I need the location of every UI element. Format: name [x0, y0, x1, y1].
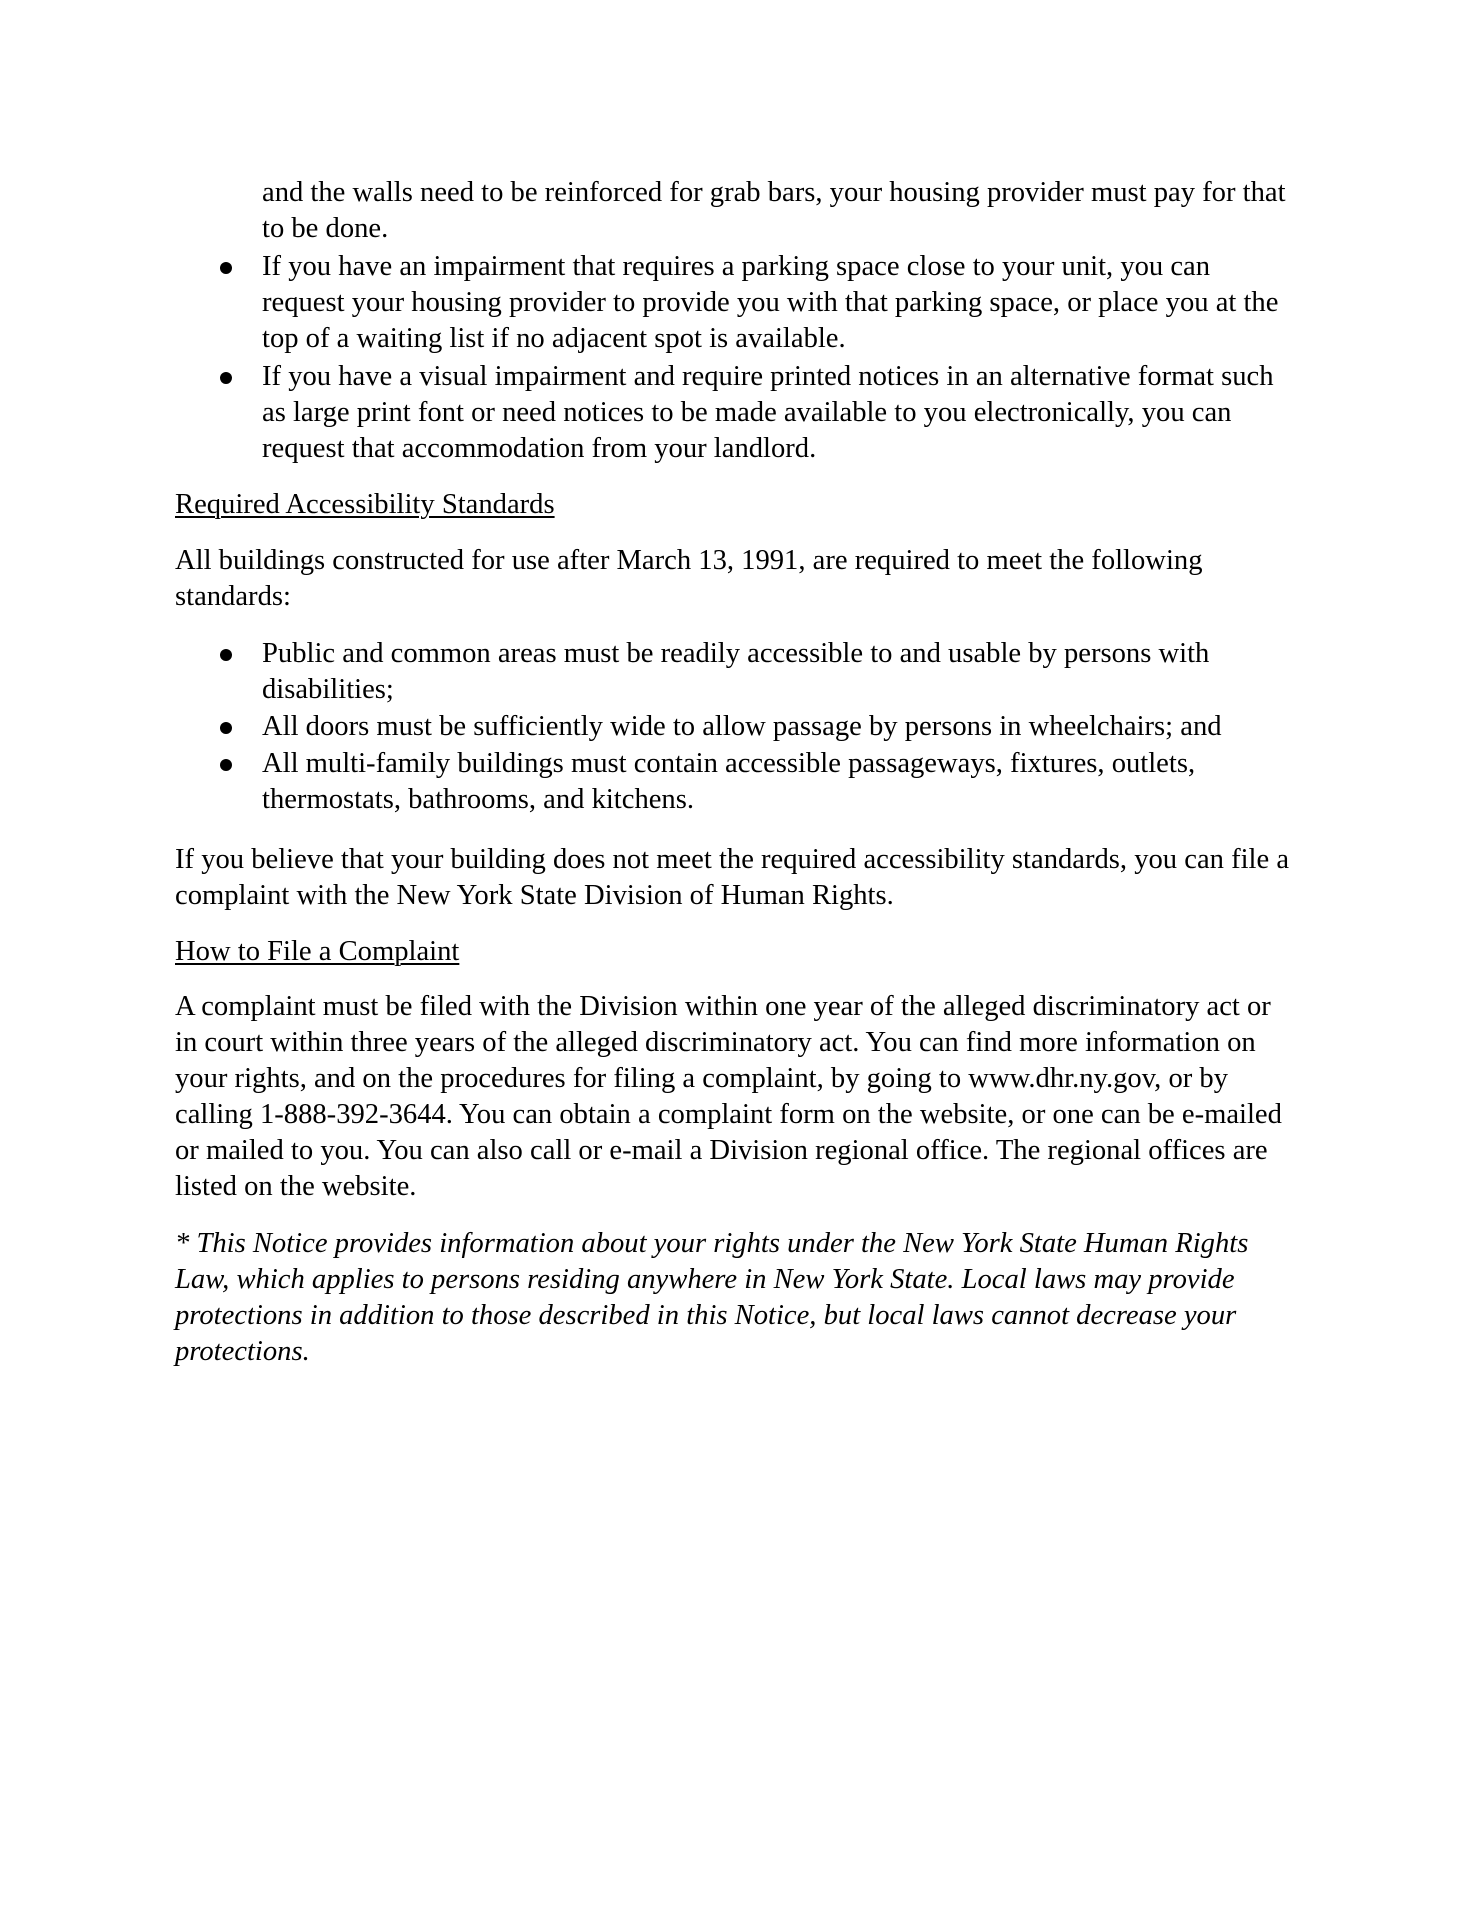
bullet-icon	[220, 262, 232, 274]
text-line: top of a waiting list if no adjacent spot is available.	[262, 323, 846, 354]
text-line: standards:	[175, 581, 291, 612]
bullet-icon	[220, 649, 232, 661]
text-line: * This Notice provides information about your rights under the New York State Human Rights	[175, 1228, 1249, 1259]
text-line: All buildings constructed for use after March 13, 1991, are required to meet the following	[175, 545, 1203, 576]
text-line: in court within three years of the alleged discriminatory act. You can find more information on	[175, 1027, 1256, 1058]
text-line: complaint with the New York State Division of Human Rights.	[175, 880, 894, 911]
text-line: If you have an impairment that requires a parking space close to your unit, you can	[262, 251, 1211, 282]
text-line: Public and common areas must be readily accessible to and usable by persons with	[262, 638, 1210, 669]
text-line: protections in addition to those described in this Notice, but local laws cannot decrease your	[175, 1300, 1237, 1331]
text-line: as large print font or need notices to be made available to you electronically, you can	[262, 397, 1232, 428]
bullet-icon	[220, 372, 232, 384]
section-heading-complaint: How to File a Complaint	[175, 936, 460, 967]
text-line: protections.	[175, 1336, 310, 1367]
bullet-icon	[220, 722, 232, 734]
text-line: A complaint must be filed with the Division within one year of the alleged discriminatory act or	[175, 991, 1271, 1022]
text-line: to be done.	[262, 213, 389, 244]
text-line: thermostats, bathrooms, and kitchens.	[262, 784, 695, 815]
text-line: If you have a visual impairment and require printed notices in an alternative format such	[262, 361, 1274, 392]
text-line: All multi-family buildings must contain accessible passageways, fixtures, outlets,	[262, 748, 1196, 779]
bullet-icon	[220, 759, 232, 771]
section-heading-accessibility: Required Accessibility Standards	[175, 489, 555, 520]
text-line: or mailed to you. You can also call or e-mail a Division regional office. The regional offices are	[175, 1135, 1268, 1166]
text-line: your rights, and on the procedures for filing a complaint, by going to www.dhr.ny.gov, or by	[175, 1063, 1229, 1094]
text-line: listed on the website.	[175, 1171, 417, 1202]
text-line: All doors must be sufficiently wide to allow passage by persons in wheelchairs; and	[262, 711, 1222, 742]
text-line: Law, which applies to persons residing anywhere in New York State. Local laws may provide	[175, 1264, 1235, 1295]
text-line: calling 1-888-392-3644. You can obtain a complaint form on the website, or one can be e-mailed	[175, 1099, 1282, 1130]
text-line: request that accommodation from your landlord.	[262, 433, 817, 464]
text-line: and the walls need to be reinforced for grab bars, your housing provider must pay for that	[262, 177, 1286, 208]
text-line: request your housing provider to provide you with that parking space, or place you at the	[262, 287, 1279, 318]
text-line: disabilities;	[262, 674, 394, 705]
text-line: If you believe that your building does not meet the required accessibility standards, you can file a	[175, 844, 1290, 875]
